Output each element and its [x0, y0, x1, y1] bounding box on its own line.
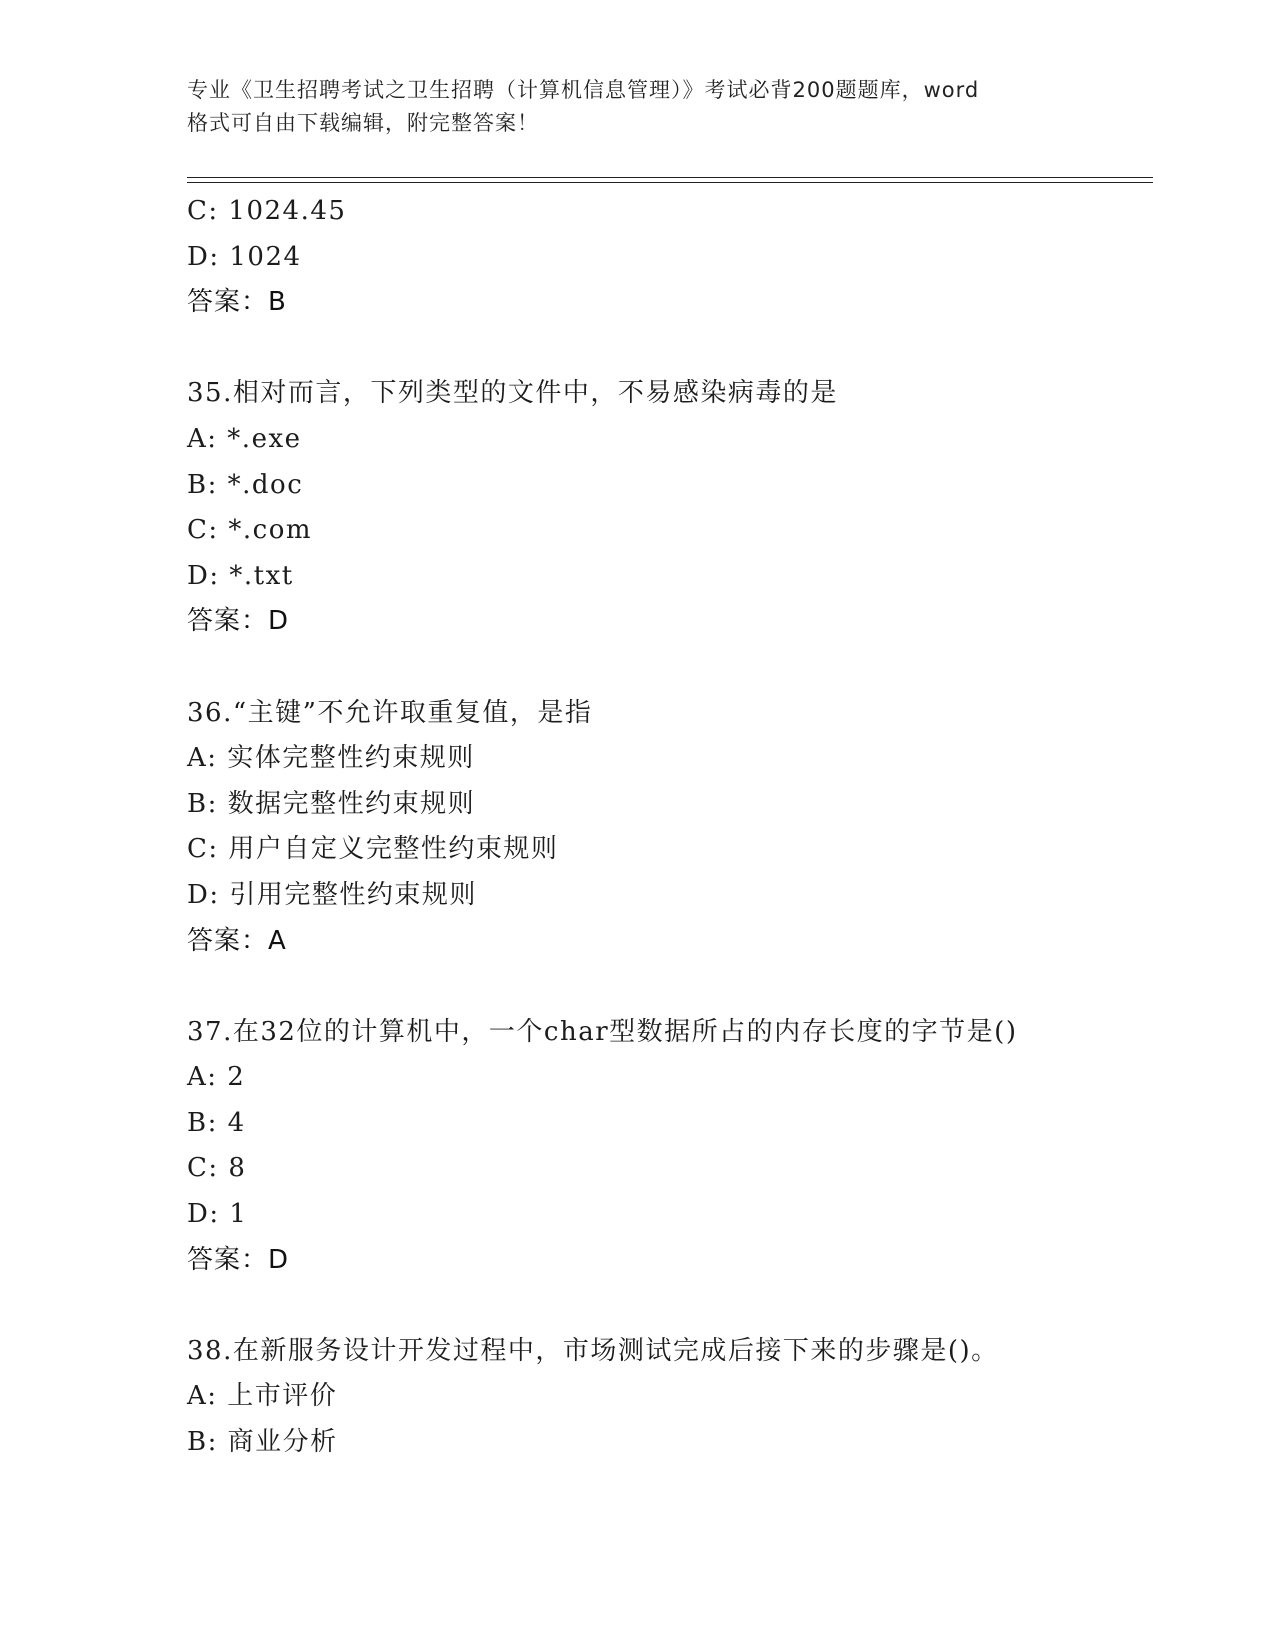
question-36	[187, 691, 1157, 965]
question-text: 38.在新服务设计开发过程中，市场测试完成后接下来的步骤是()。	[187, 1335, 999, 1366]
option-c: C: 用户自定义完整性约束规则	[187, 834, 559, 865]
question-35	[187, 371, 1157, 645]
option-c: C: 1024.45	[187, 196, 347, 226]
question-34-tail	[187, 189, 1157, 326]
option-d: D: *.txt	[187, 560, 294, 591]
answer-line: 答案：B	[187, 287, 287, 318]
question-list	[187, 189, 1157, 1466]
answer-line: 答案：D	[187, 606, 290, 637]
question-text: 35.相对而言，下列类型的文件中，不易感染病毒的是	[187, 378, 838, 409]
option-d: D: 1024	[187, 241, 302, 272]
option-c: C: 8	[187, 1153, 247, 1184]
option-b: B: 数据完整性约束规则	[187, 788, 476, 819]
option-b: B: *.doc	[187, 469, 304, 500]
spacer	[187, 326, 1157, 372]
option-b: B: 商业分析	[187, 1427, 338, 1458]
spacer	[187, 964, 1157, 1010]
answer-line: 答案：A	[187, 925, 287, 956]
option-a: A: 2	[187, 1062, 246, 1093]
header-divider-bottom	[187, 182, 1153, 183]
option-d: D: 引用完整性约束规则	[187, 879, 477, 910]
spacer	[187, 645, 1157, 691]
question-37	[187, 1010, 1157, 1284]
document-header	[187, 74, 1087, 140]
header-title-line-2: 格式可自由下载编辑，附完整答案！	[187, 111, 539, 135]
question-text: 37.在32位的计算机中，一个char型数据所占的内存长度的字节是()	[187, 1016, 1018, 1047]
header-title-line-1: 专业《卫生招聘考试之卫生招聘（计算机信息管理）》考试必背200题题库，word	[187, 78, 980, 102]
option-d: D: 1	[187, 1199, 248, 1230]
header-divider-top	[187, 177, 1153, 178]
spacer	[187, 1283, 1157, 1329]
option-b: B: 4	[187, 1107, 246, 1138]
answer-line: 答案：D	[187, 1244, 290, 1275]
option-a: A: *.exe	[187, 423, 302, 454]
option-c: C: *.com	[187, 515, 313, 546]
question-38	[187, 1329, 1157, 1466]
question-text: 36.“主键”不允许取重复值，是指	[187, 697, 593, 728]
option-a: A: 上市评价	[187, 1381, 338, 1412]
option-a: A: 实体完整性约束规则	[187, 743, 475, 774]
